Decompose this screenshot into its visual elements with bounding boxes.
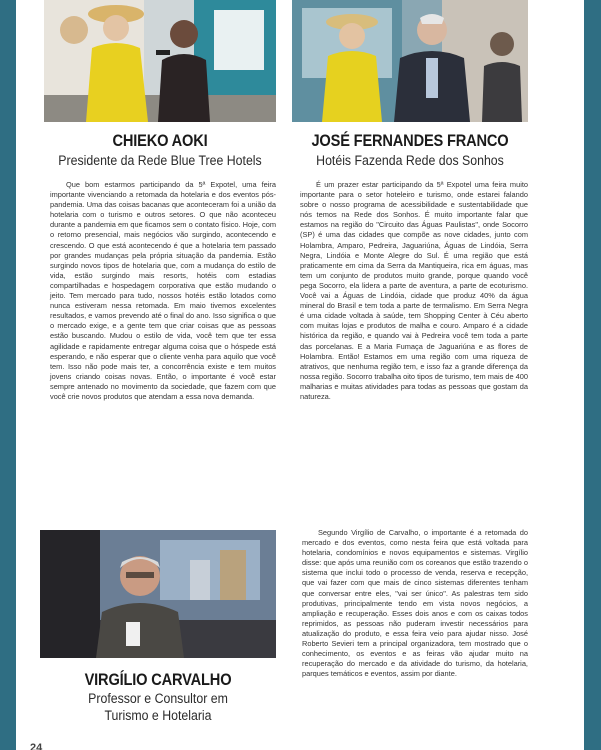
page-number: 24 — [30, 742, 43, 750]
profile-role-chieko-aoki: Presidente da Rede Blue Tree Hotels — [58, 153, 262, 168]
article-text-chieko-aoki: Que bom estarmos participando da 5ª Expotel, uma feira importante vivenciando a retomada da hotelaria e dos eventos pós-pandemia. Uma das coisas bacanas que aconteceram foi a união da hotelaria com o turismo e outros setores. O que não aconteceu durante a pandemia em que ficamos sem o contato físico. Hoje, com o retorno presencial, mais negócios vão surgindo, acontecendo e crescendo. O que está acontecendo é que a hotelaria tem passado por grandes mudanças pela própria situação da pandemia. Estão surgindo novos tipos de hotelaria que, com a mudança do estilo de vida, estão surgindo mais resorts, hotéis com estadias compartilhadas e hospedagem corporativa que estão mudando o jeito. Tem mercado para tudo, nossos hotéis estão lotados como nunca estiveram nessa retomada. Em maio tivemos excelentes resultados, e vamos prevendo até o final do ano. Isso significa o que o mercado exige, e a gente tem que criar coisas que as pessoas estão buscando. Mudou o estilo de vida, você tem que ter essa agilidade e rapidamente entregar alguma coisa que o hóspede está esperando, e não esperar que o cliente venha para aquilo que você tem. Isso não pode mais ter, a concorrência existe e tem muitos jovens criando coisas novas. Então, o importante é você estar sempre antenado no movimento da sociedade, que fazem com que você crie novos produtos que atendam a essa nova demanda. — [50, 180, 276, 401]
photo-chieko-aoki — [44, 0, 276, 122]
photo-virgilio-carvalho — [40, 530, 276, 658]
article-text-virgilio-carvalho: Segundo Virgílio de Carvalho, o importante é a retomada do mercado e dos eventos, como nesta feira que está voltada para hotelaria, condomínios e novos equipamentos e sistemas. Virgílio disse: que após uma reunião com os coreanos que estão trazendo o sistema que inclui todo o processo de venda, reserva e recepção, que vai fazer com que mais de cinco sistemas diferentes tenham que conversar entre eles, "vai ser único". As palestras tem sido produtivas, principalmente tendo em vista novos negócios, a ampliação e recuperação. Esses dois anos e com os caixas todos reprimidos, as pessoas não puderam investir necessários para atualização do produto, e essa feira veio para ajudar nisso. José Roberto Sevieri tem a principal organizadora, tem mostrado que o conhecimento, os eventos e as feiras vão ajudar muito na recuperação do mercado e da atividade do turismo, da hotelaria, parques temáticos e eventos, assim por diante. — [302, 528, 528, 679]
profile-name-chieko-aoki: CHIEKO AOKI — [112, 131, 208, 150]
photo-jose-fernandes-franco — [292, 0, 528, 122]
profile-role-virgilio-carvalho-line1: Professor e Consultor em — [88, 691, 228, 706]
profile-name-virgilio-carvalho: VIRGÍLIO CARVALHO — [84, 670, 232, 689]
article-text-jose-fernandes-franco: É um prazer estar participando da 5ª Expotel uma feira muito importante para o setor hoteleiro e turismo, onde estarei falando sobre o nosso programa de acessibilidade e sustentabilidade que nós temos na Rede dos Sonhos. É muito importante falar que estamos na região do "Circuito das Águas Paulistas", onde Socorro (SP) é uma das cidades que compõe as nove cidades, junto com Holambra, Amparo, Pedreira, Jaguariúna, Águas de Lindóia, Serra Negra, Lindóia e Monte Alegre do Sul. É uma região que está praticamente em cima da Serra da Mantiqueira, rica em águas, mas tem um conjunto de produtos muito grande, porque quando você pega Socorro, ela lidera a parte de aventura, a parte de ecoturismo. Você vai a Águas de Lindóia, cidade que produz 40% da água mineral do Brasil e tem toda a parte de termalismo. Em Serra Negra é uma cidade voltada à saúde, tem Shopping Center à Céu aberto com muitas lojas e produtos de malha e couro. Amparo é a cidade histórica da região, e quando vai à Pedreira você tem toda a parte das porcelanas. E a Maria Fumaça de Jaguariúna e as flores de Holambra. Então! Estamos em uma região com uma riqueza de atrativos, que nenhuma região tem, e isso faz a grande diferença da nossa região. Socorro trabalha oito tipos de turismo, tem mais de 400 malharias e muitas atividades para todas as pessoas que gostam da natureza. — [300, 180, 528, 401]
profile-role-jose-fernandes-franco: Hotéis Fazenda Rede dos Sonhos — [316, 153, 504, 168]
profile-name-jose-fernandes-franco: JOSÉ FERNANDES FRANCO — [311, 131, 509, 150]
profile-role-virgilio-carvalho-line2: Turismo e Hotelaria — [104, 708, 212, 723]
magazine-page — [16, 0, 584, 750]
